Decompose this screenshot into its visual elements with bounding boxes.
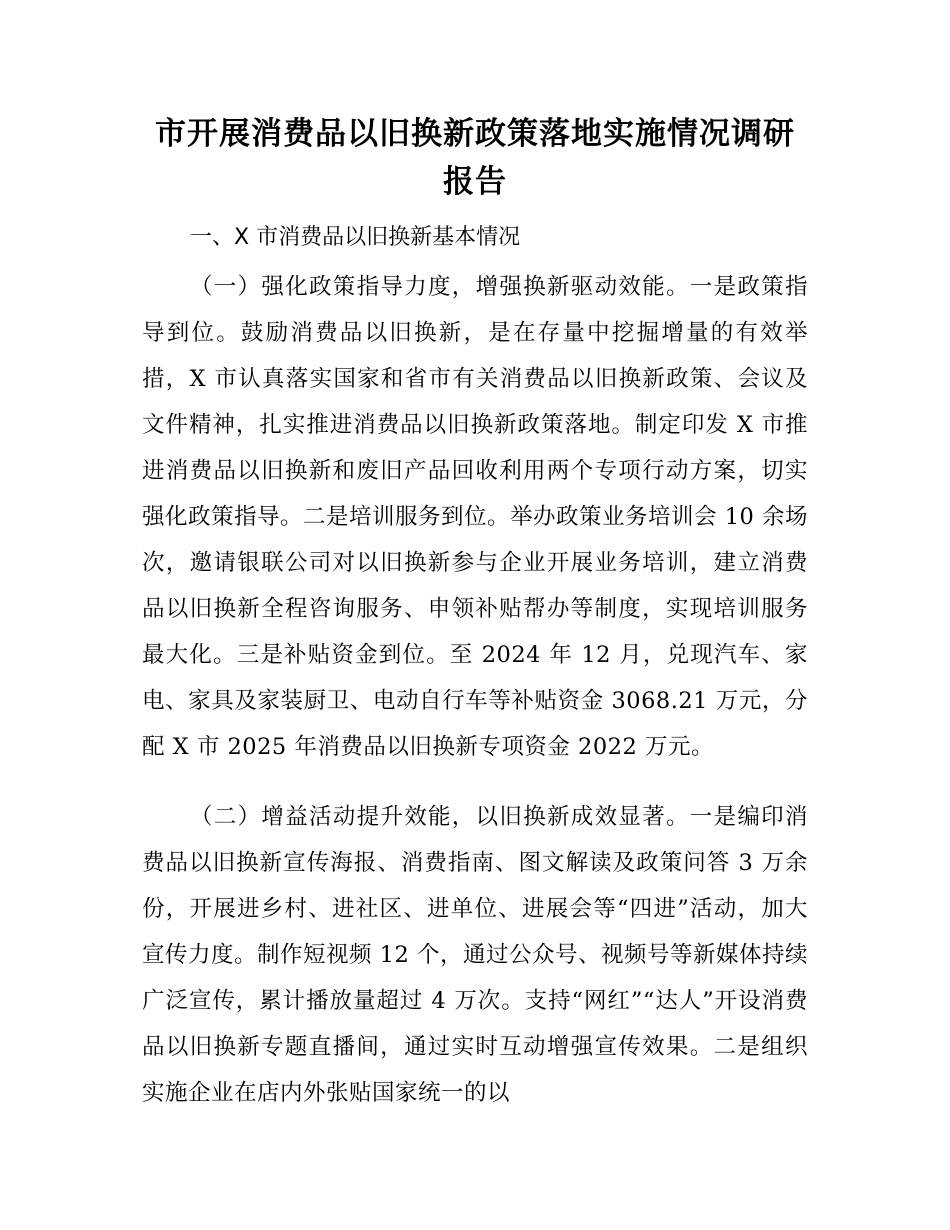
title-line-1: 市开展消费品以旧换新政策落地实施情况调研 bbox=[155, 116, 795, 152]
paragraph-policy-guidance: （一）强化政策指导力度，增强换新驱动效能。一是政策指导到位。鼓励消费品以旧换新，是在存量中挖掘增量的有效举措，X 市认真落实国家和省市有关消费品以旧换新政策、会议及文件精神，扎实推进消费品以旧换新政策落地。制定印发 X 市推进消费品以旧换新和废旧产品回收利用两个专项行动方案，切实强化政策指导。二是培训服务到位。举办政策业务培训会 10 余场次，邀请银联公司对以旧换新参与企业开展业务培训，建立消费品以旧换新全程咨询服务、申领补贴帮办等制度，实现培训服务最大化。三是补贴资金到位。至 2024 年 12 月，兑现汽车、家电、家具及家装厨卫、电动自行车等补贴资金 3068.21 万元，分配 X 市 2025 年消费品以旧换新专项资金 2022 万元。 bbox=[142, 274, 808, 760]
title-line-2: 报告 bbox=[443, 164, 507, 200]
document-title bbox=[110, 110, 840, 206]
section-heading: 一、X 市消费品以旧换新基本情况 bbox=[190, 225, 521, 250]
paragraph-activity-promotion: （二）增益活动提升效能，以旧换新成效显著。一是编印消费品以旧换新宣传海报、消费指南、图文解读及政策问答 3 万余份，开展进乡村、进社区、进单位、进展会等“四进”活动，加大宣传力度。制作短视频 12 个，通过公众号、视频号等新媒体持续广泛宣传，累计播放量超过 4 万次。支持“网红”“达人”开设消费品以旧换新专题直播间，通过实时互动增强宣传效果。二是组织实施企业在店内外张贴国家统一的以 bbox=[142, 804, 808, 1106]
